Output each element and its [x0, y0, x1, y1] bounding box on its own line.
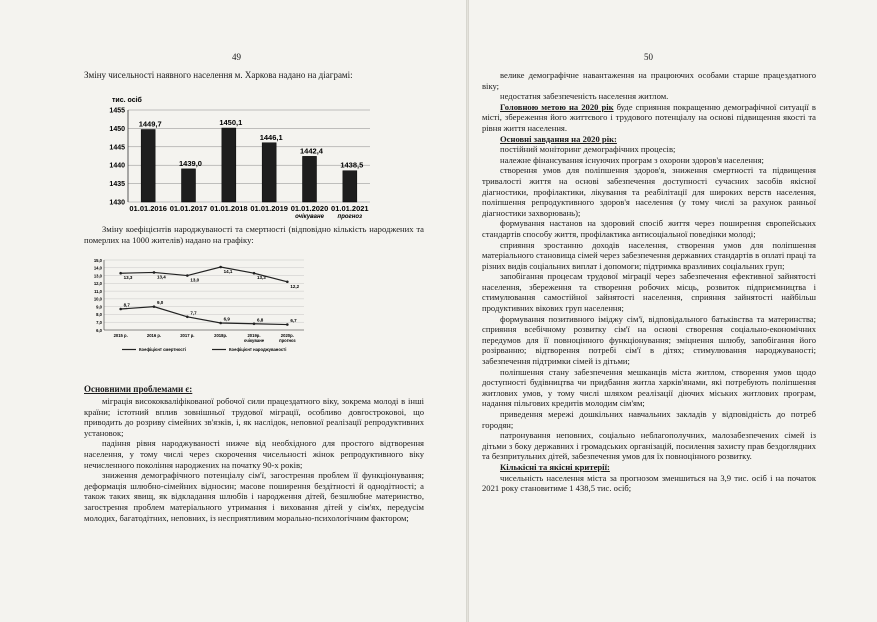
- series-data-label: 13,3: [123, 275, 133, 281]
- criteria-heading-row: [482, 462, 816, 473]
- series-point: [253, 272, 256, 275]
- criteria-heading: Кількісні та якісні критерії:: [500, 461, 610, 472]
- bar-ytick-label: 1450: [109, 125, 125, 133]
- series-data-label: 6,9: [223, 316, 230, 322]
- bar-ytick-label: 1440: [109, 162, 125, 170]
- line-ytick-label: 11,0: [94, 288, 102, 294]
- series-point: [186, 274, 189, 277]
- goal-label: Головною метою на 2020 рік: [500, 101, 614, 112]
- line-chart-caption: [84, 224, 424, 245]
- diagram-intro: Зміну чисельності наявного населення м. Харкова надано на діаграмі:: [84, 70, 353, 80]
- task-item: сприяння зростанню доходів населення, створення умов для поліпшення матеріального становища сімей через забезпечення державних стандартів в оплаті праці та різних видів соціальних виплат і допомоги; підтримка вразливих соціальних груп;: [482, 239, 816, 271]
- bar-category-label: 01.01.2018: [210, 204, 248, 213]
- page-gutter: [466, 0, 469, 622]
- series-data-label: 9,0: [157, 300, 164, 306]
- tasks-heading-row: [482, 134, 816, 145]
- page-number: 50: [644, 52, 653, 62]
- series-data-label: 7,7: [190, 310, 197, 316]
- bar-chart-ylabel: тис. осіб: [112, 97, 142, 104]
- bar-category-label: 01.01.2017: [169, 204, 208, 213]
- bar-ytick-label: 1445: [109, 144, 125, 152]
- population-bar: [262, 143, 276, 202]
- series-point: [119, 308, 122, 311]
- bar-data-label: 1449,7: [138, 119, 162, 129]
- task-item: належне фінансування існуючих програм з охорони здоров'я населення;: [500, 154, 764, 165]
- population-bar: [141, 130, 155, 202]
- line-category-label: 2016 р.: [146, 333, 162, 338]
- criteria-item: чисельність населення міста за прогнозом зменшиться на 3,9 тис. осіб і на початок 2021 року становитиме 1 438,5 тис. осіб;: [482, 472, 816, 494]
- series-data-label: 6,7: [290, 318, 297, 324]
- line-category-label: 2019р.: [247, 333, 261, 338]
- legend-label: Коефіцієнт смертності: [139, 347, 186, 352]
- task-item: створення умов для поліпшення здоров'я, зниження смертності та підвищення тривалості життя на основі забезпечення доступності сучасних засобів якісної діагностики, профілактики, лікування та реабілітації для широких верств населення, поліпшення репродуктивного здоров'я населення (у тому числі за рахунок ранньої діагностики захворювань);: [482, 165, 816, 218]
- line-category-label: 2020р.: [280, 333, 294, 338]
- right-page-body: [482, 70, 816, 494]
- problems-heading: Основними проблемами є:: [84, 384, 193, 394]
- series-point: [219, 266, 222, 269]
- series-data-label: 8,7: [123, 302, 130, 308]
- bar-data-label: 1438,5: [340, 160, 364, 170]
- page-number: 49: [232, 52, 241, 62]
- population-bar: [303, 156, 317, 202]
- bar-chart-body: [109, 108, 370, 221]
- line-category-label: прогноз: [279, 338, 296, 343]
- population-bar: [222, 128, 236, 202]
- task-item: поліпшення стану забезпечення мешканців міста житлом, створення умов щодо доступності будівництва чи придбання житла харків'янами, які потребують поліпшення житлових умов, у тому числі шляхом реалізації діючих міських житлових програм, надання пільгових кредитів молодим сім'ям;: [482, 366, 816, 409]
- right-page: [470, 0, 877, 622]
- bar-ytick-label: 1435: [109, 181, 125, 189]
- bar-data-label: 1446,1: [259, 132, 283, 142]
- line-ytick-label: 7,0: [96, 320, 102, 326]
- population-bar-chart: [100, 94, 380, 222]
- line-category-label: 2017 р.: [180, 333, 195, 338]
- task-item: приведення мережі дошкільних навчальних закладів у відповідність до потреб городян;: [482, 409, 816, 430]
- task-item: патронування неповних, соціально неблагополучних, малозабезпечених сімей із дітьми з боку державних і громадських організацій, посилення захисту прав бездоглядних та безпритульних дітей, забезпечення умов для їх повноцінного розвитку.: [482, 430, 816, 462]
- line-category-label: 2018р.: [214, 333, 228, 338]
- line-ytick-label: 13,0: [93, 273, 102, 279]
- task-item: запобігання процесам трудової міграції через забезпечення ефективної зайнятості населення, збереження та створення робочих місць, розвиток підприємництва і стимулювання самостійної зайнятості населення, сприяння зайнятості найбільш продуктивних вікових груп населення;: [482, 271, 816, 314]
- bar-ytick-label: 1430: [109, 199, 125, 207]
- line-ytick-label: 14,0: [93, 265, 102, 271]
- bar-ytick-label: 1455: [109, 107, 125, 115]
- series-point: [119, 272, 122, 275]
- line-ytick-label: 8,0: [96, 312, 102, 318]
- cont-item: велике демографічне навантаження на працюючих особами старше працездатного віку;: [482, 70, 816, 91]
- bar-data-label: 1442,4: [300, 146, 323, 156]
- bar-data-label: 1450,1: [219, 118, 243, 128]
- line-chart-caption-text: Зміну коефіцієнтів народжуваності та смертності (відповідно кількість народжених та померлих на 1000 жителів) надано на графіку:: [84, 224, 424, 245]
- series-data-label: 13,0: [190, 277, 200, 283]
- line-category-label: очікуване: [243, 338, 265, 343]
- series-point: [219, 322, 222, 325]
- bar-category-label: прогноз: [337, 214, 363, 220]
- line-ytick-label: 15,0: [93, 257, 102, 263]
- series-point: [286, 323, 289, 326]
- line-ytick-label: 9,0: [96, 304, 102, 310]
- task-item: постійний моніторинг демографічних процесів;: [500, 144, 676, 155]
- series-data-label: 13,4: [157, 274, 166, 280]
- series-data-label: 12,2: [290, 283, 300, 289]
- series-point: [186, 315, 189, 318]
- bar-category-label: 01.01.2019: [250, 204, 288, 213]
- bar-category-label: очікуване: [295, 214, 324, 220]
- line-chart-body: [94, 258, 304, 352]
- population-bar: [182, 169, 196, 202]
- problems-list: [84, 396, 424, 523]
- population-bar: [343, 171, 357, 202]
- bar-category-label: 01.01.2021: [331, 204, 369, 213]
- task-item: формування настанов на здоровий спосіб життя через поширення європейських стандартів способу життя, профілактика антисоціальної поведінки молоді;: [482, 218, 816, 239]
- series-data-label: 13,3: [257, 275, 266, 281]
- task-item: формування позитивного іміджу сім'ї, відповідального батьківства та материнства; сприяння всебічному розвитку сім'ї на основі створення соціально-економічних передумов для її повноцінного функціонування; зміцнення шлюбу, запобігання його розірванню; відтворення потребі сім'ї в дітях; стимулювання народжуваності; забезпечення підтримки сімей із дітьми;: [482, 313, 816, 367]
- series-data-label: 6,8: [257, 317, 264, 323]
- line-ytick-label: 6,0: [96, 327, 102, 333]
- goal-text: буде сприяння покращенню демографічної ситуації в місті, збереження його життєвого і трудового потенціалу на основі підвищення якості та рівня життя населення.: [482, 101, 816, 133]
- problem-item: падіння рівня народжуваності нижче від необхідного для простого відтворення населення, у тому числі через скорочення чисельності жінок репродуктивного віку нечисленного покоління народжених на початку 90-х років;: [84, 438, 424, 470]
- tasks-heading: Основні завдання на 2020 рік:: [500, 133, 617, 144]
- series-point: [153, 271, 156, 274]
- bar-data-label: 1439,0: [179, 158, 202, 168]
- birth-death-line-chart: [82, 256, 312, 356]
- series-point: [253, 322, 256, 325]
- series-point: [153, 305, 156, 308]
- goal-paragraph: [482, 102, 816, 134]
- problem-item: зниження демографічного потенціалу сім'ї, загострення проблем її функціонування; деформація шлюбно-сімейних відносин; масове поширення бездітності й однодітності; а також таких явищ, як відкладання шлюбів і народження дітей, безшлюбне материнство, загострення проблем матеріального утримання і виховання дітей у сім'ях, передусім молодих, багатодітних, неповних, із несприятливим морально-психологічним фактором;: [84, 470, 424, 523]
- series-data-label: 14,1: [223, 269, 233, 274]
- series-point: [286, 280, 289, 283]
- bar-category-label: 01.01.2020: [290, 204, 329, 213]
- line-category-label: 2015 р.: [113, 333, 128, 338]
- line-ytick-label: 12,0: [93, 281, 102, 287]
- problem-item: міграція висококваліфікованої робочої сили працездатного віку, зокрема молоді в інші країни; істотний вплив зовнішньої трудової міграції, особливо довгостроковоі, що приводить до розриву сімейних зв'язків, і, як наслідок, неповної реалізації репродуктивних установок;: [84, 396, 424, 438]
- legend-label: Коефіцієнт народжуваності: [229, 347, 287, 352]
- line-ytick-label: 10,0: [93, 296, 102, 302]
- cont-item: недостатня забезпеченість населення житлом.: [500, 91, 669, 102]
- bar-category-label: 01.01.2016: [129, 204, 167, 213]
